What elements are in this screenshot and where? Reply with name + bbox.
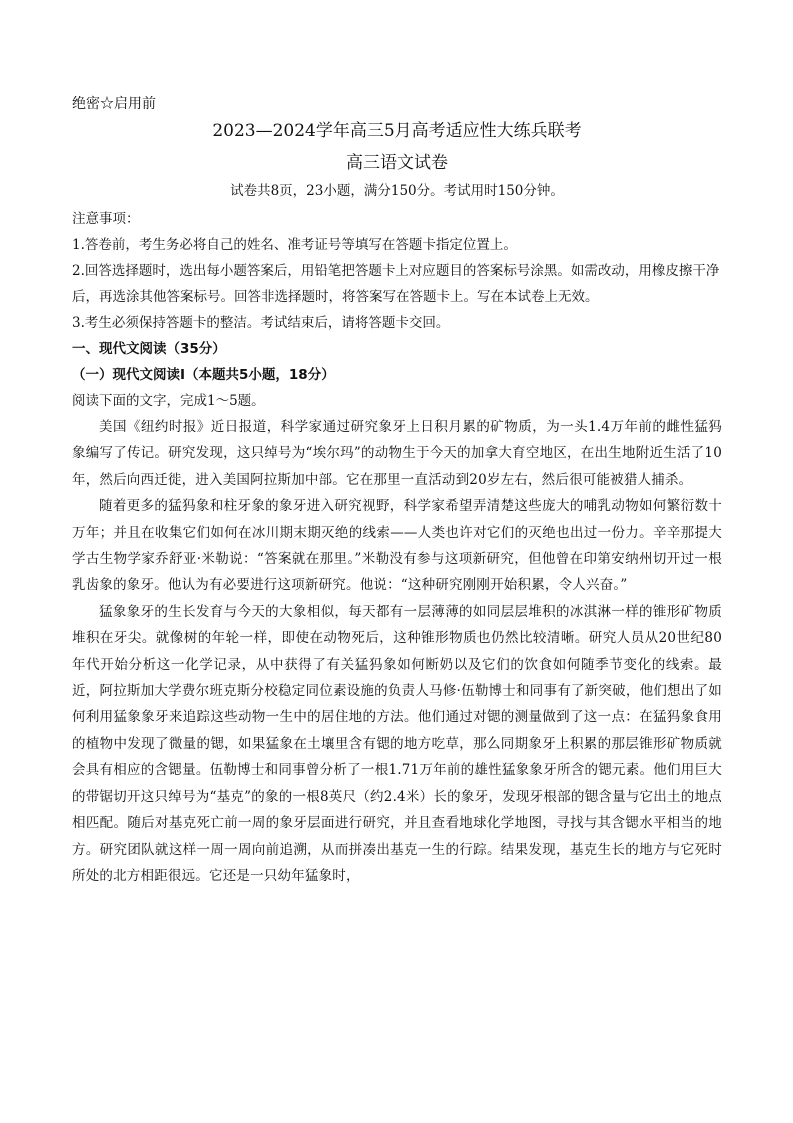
passage-paragraph: 猛象象牙的生长发育与今天的大象相似，每天都有一层薄薄的如同层层堆积的冰淇淋一样的锥形矿物质堆积在牙尖。就像树的年轮一样，即使在动物死后，这种锥形物质也仍然比较清晰。研究人员从20世纪80年代开始分析这一化学记录，从中获得了有关猛犸象如何断奶以及它们的饮食如何随季节变化的线索。最近，阿拉斯加大学费尔班克斯分校稳定同位素设施的负责人马修·伍勒博士和同事有了新突破，他们想出了如何利用猛象象牙来追踪这些动物一生中的居住地的方法。他们通过对锶的测量做到了这一点：在猛犸象食用的植物中发现了微量的锶，如果猛象在土壤里含有锶的地方吃草，那么同期象牙上积累的那层锥形矿物质就会具有相应的含锶量。伍勒博士和同事曾分析了一根1.71万年前的雄性猛象象牙所含的锶元素。他们用巨大的带锯切开这只绰号为“基克”的象的一根8英尺（约2.4米）长的象牙，发现牙根部的锶含量与它出土的地点相匹配。随后对基克死亡前一周的象牙层面进行研究，并且查看地球化学地图，寻找与其含锶水平相当的地方。研究团队就这样一周一周向前追溯，从而拼凑出基克一生的行踪。结果发现，基克生长的地方与它死时所处的北方相距很远。它还是一只幼年猛象时， <box>72 603 722 884</box>
confidential-label: 绝密☆启用前 <box>72 96 156 112</box>
passage-paragraph: 随着更多的猛犸象和柱牙象的象牙进入研究视野，科学家希望弄清楚这些庞大的哺乳动物如何繁衍数十万年；并且在收集它们如何在冰川期末期灭绝的线索——人类也许对它们的灭绝也出过一份力。辛辛那提大学古生物学家乔舒亚·米勒说：“答案就在那里。”米勒没有参与这项新研究，但他曾在印第安纳州切开过一根乳齿象的象牙。他认为有必要进行这项新研究。他说：“这种研究刚刚开始积累，令人兴奋。” <box>72 498 722 594</box>
note-item: 3.考生必须保持答题卡的整洁。考试结束后，请将答题卡交回。 <box>72 315 450 331</box>
notes-heading: 注意事项： <box>72 211 140 227</box>
note-item: 2.回答选择题时，选出每小题答案后，用铅笔把答题卡上对应题目的答案标号涂黑。如需改动，用橡皮擦干净后，再选涂其他答案标号。回答非选择题时，将答案写在答题卡上。写在本试卷上无效。 <box>72 263 720 305</box>
section-heading: 一、现代文阅读（35分） <box>72 341 226 357</box>
exam-subtitle: 高三语文试卷 <box>346 153 448 173</box>
exam-meta: 试卷共8页，23小题，满分150分。考试用时150分钟。 <box>230 183 564 199</box>
notes-block <box>72 206 722 336</box>
section-modern-reading <box>72 336 722 889</box>
exam-title: 2023—2024学年高三5月高考适应性大练兵联考 <box>212 121 582 141</box>
subsection-heading: （一）现代文阅读Ⅰ（本题共5小题，18分） <box>72 367 335 383</box>
reading-instruction: 阅读下面的文字，完成1～5题。 <box>72 393 265 409</box>
passage-paragraph: 美国《纽约时报》近日报道，科学家通过研究象牙上日积月累的矿物质，为一头1.4万年前的雌性猛犸象编写了传记。研究发现，这只绰号为“埃尔玛”的动物生于今天的加拿大育空地区，在出生地附近生活了10年，然后向西迁徙，进入美国阿拉斯加中部。它在那里一直活动到20岁左右，然后很可能被猎人捕杀。 <box>72 419 722 488</box>
note-item: 1.答卷前，考生务必将自己的姓名、准考证号等填写在答题卡指定位置上。 <box>72 237 517 253</box>
exam-page <box>72 94 722 889</box>
